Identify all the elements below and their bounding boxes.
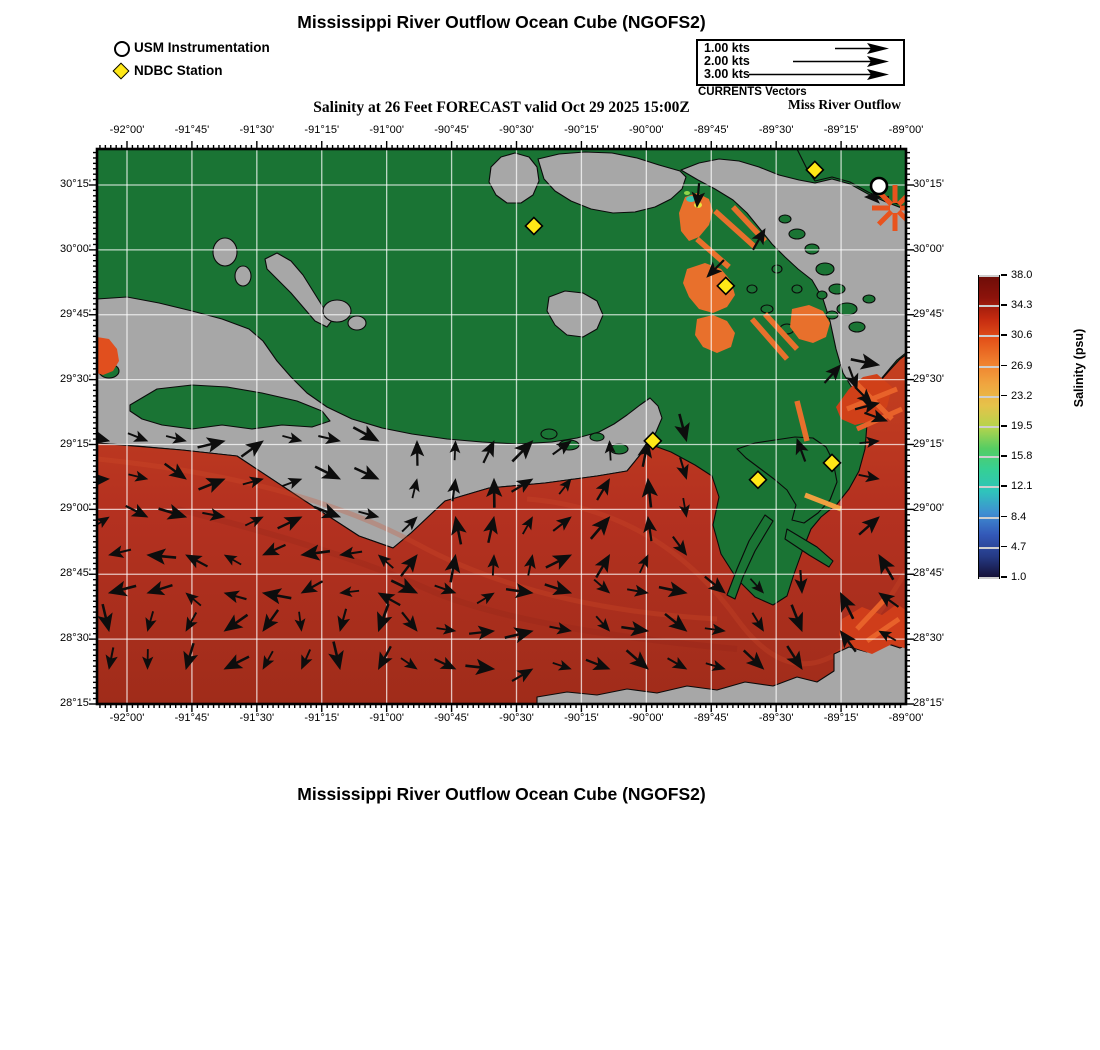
- marker-legend-label: NDBC Station: [134, 63, 223, 78]
- diamond-icon: [113, 62, 130, 79]
- lat-tick-label-left: 29°45': [60, 307, 91, 320]
- marsh-islet: [590, 433, 604, 441]
- lon-tick-label-bottom: -91°30': [239, 712, 275, 724]
- lat-tick-label-left: 28°15': [60, 697, 91, 709]
- lon-tick-label-top: -89°30': [758, 124, 794, 136]
- sound-islet: [837, 303, 857, 315]
- marker-legend-item: [112, 36, 270, 59]
- lon-tick-label-bottom: -89°45': [693, 712, 729, 724]
- lat-tick-label-right: 29°45': [913, 307, 944, 320]
- lon-tick-label-bottom: -90°00': [629, 712, 664, 724]
- marker-legend: [112, 36, 270, 82]
- colorbar-tick-label: 12.1: [1011, 480, 1033, 493]
- lat-tick-label-right: 28°30': [913, 632, 944, 645]
- colorbar-tick: [979, 275, 999, 277]
- lat-tick-label-left: 30°15': [60, 178, 91, 190]
- lon-tick-label-top: -89°00': [888, 124, 924, 136]
- colorbar-tick-label: 8.4: [1011, 510, 1027, 523]
- lat-tick-label-right: 30°15': [913, 178, 944, 190]
- lat-tick-label-right: 28°45': [913, 567, 944, 580]
- lon-tick-label-bottom: -91°15': [304, 712, 340, 724]
- lon-tick-label-top: -90°00': [629, 124, 664, 136]
- lon-tick-label-top: -90°45': [434, 124, 469, 136]
- colorbar-tick: [979, 335, 999, 337]
- page-title-bottom: Mississippi River Outflow Ocean Cube (NGOFS2): [297, 784, 706, 804]
- lon-tick-label-top: -91°30': [239, 124, 275, 136]
- lon-tick-label-top: -90°30': [499, 124, 534, 136]
- lat-tick-label-left: 30°00': [60, 242, 91, 255]
- colorbar-tick-label: 4.7: [1011, 540, 1027, 553]
- lon-tick-label-bottom: -89°00': [888, 712, 924, 724]
- lat-tick-label-left: 29°30': [60, 372, 91, 385]
- inland-lake: [235, 266, 251, 286]
- lon-tick-label-top: -91°45': [174, 124, 210, 136]
- lon-tick-label-bottom: -89°15': [823, 712, 859, 724]
- colorbar-tick-stub: [1001, 365, 1007, 367]
- vector-scale-arrow-icon: [735, 55, 895, 68]
- colorbar-tick-stub: [1001, 516, 1007, 518]
- lat-tick-label-left: 28°30': [60, 632, 91, 645]
- colorbar-tick: [979, 426, 999, 428]
- low-salinity-speck: [684, 191, 690, 195]
- colorbar-tick: [979, 456, 999, 458]
- region-label: Miss River Outflow: [788, 97, 901, 112]
- lat-tick-label-right: 28°15': [913, 697, 944, 709]
- sound-islet: [805, 244, 819, 254]
- colorbar-tick-label: 26.9: [1011, 359, 1033, 372]
- colorbar-tick-stub: [1001, 425, 1007, 427]
- colorbar-tick-label: 34.3: [1011, 299, 1033, 312]
- marker-legend-item: [112, 59, 270, 82]
- lon-tick-label-bottom: -90°45': [434, 712, 469, 724]
- colorbar-tick: [979, 547, 999, 549]
- colorbar-tick-stub: [1001, 304, 1007, 306]
- colorbar-tick: [979, 305, 999, 307]
- colorbar-tick-stub: [1001, 274, 1007, 276]
- colorbar-tick-stub: [1001, 455, 1007, 457]
- colorbar-tick-label: 23.2: [1011, 389, 1033, 402]
- vector-scale-row: [704, 68, 897, 81]
- sound-islet: [849, 322, 865, 332]
- vector-scale-caption: CURRENTS Vectors: [698, 86, 807, 98]
- colorbar-tick: [979, 396, 999, 398]
- colorbar-tick: [979, 486, 999, 488]
- lat-tick-label-left: 28°45': [60, 567, 91, 580]
- colorbar-tick: [979, 577, 999, 579]
- sound-islet: [761, 305, 773, 313]
- salinity-map: [85, 137, 918, 716]
- vector-scale-arrow-icon: [735, 68, 895, 81]
- inland-lake: [323, 300, 351, 322]
- colorbar-tick-label: 30.6: [1011, 329, 1033, 342]
- colorbar-tick-label: 15.8: [1011, 450, 1033, 463]
- page-title: Mississippi River Outflow Ocean Cube (NGOFS2): [297, 12, 706, 32]
- lon-tick-label-bottom: -90°15': [564, 712, 599, 724]
- usm-station-marker: [871, 178, 887, 194]
- sound-islet: [817, 291, 827, 299]
- lon-tick-label-top: -91°00': [369, 124, 404, 136]
- colorbar-tick-stub: [1001, 546, 1007, 548]
- vector-scale-label: 2.00 kts: [704, 54, 750, 68]
- colorbar: [978, 275, 1000, 579]
- colorbar-tick-label: 1.0: [1011, 571, 1027, 583]
- colorbar-tick: [979, 517, 999, 519]
- vector-scale-arrow-icon: [735, 42, 895, 55]
- lon-tick-label-bottom: -89°30': [758, 712, 794, 724]
- sound-islet: [816, 263, 834, 275]
- vector-scale-label: 3.00 kts: [704, 67, 750, 81]
- colorbar-tick-stub: [1001, 576, 1007, 578]
- lon-tick-label-top: -89°15': [823, 124, 859, 136]
- lat-tick-label-right: 29°00': [913, 502, 944, 515]
- colorbar-tick: [979, 366, 999, 368]
- inland-lake: [213, 238, 237, 266]
- sound-islet: [789, 229, 805, 239]
- lat-tick-label-right: 29°15': [913, 437, 944, 450]
- inland-lake: [348, 316, 366, 330]
- lon-tick-label-bottom: -92°00': [109, 712, 145, 724]
- sound-islet: [779, 215, 791, 223]
- sound-islet: [772, 265, 782, 273]
- lon-tick-label-top: -89°45': [693, 124, 729, 136]
- lon-tick-label-bottom: -91°00': [369, 712, 404, 724]
- colorbar-title: Salinity (psu): [1072, 328, 1086, 408]
- lat-tick-label-left: 29°15': [60, 437, 91, 450]
- lat-tick-label-left: 29°00': [60, 502, 91, 515]
- sound-islet: [792, 285, 802, 293]
- colorbar-tick-stub: [1001, 334, 1007, 336]
- colorbar-tick-stub: [1001, 395, 1007, 397]
- lat-tick-label-right: 29°30': [913, 372, 944, 385]
- lat-tick-label-right: 30°00': [913, 242, 944, 255]
- marsh-islet: [541, 429, 557, 439]
- lon-tick-label-top: -91°15': [304, 124, 340, 136]
- lon-tick-label-top: -90°15': [564, 124, 599, 136]
- colorbar-tick-label: 38.0: [1011, 269, 1033, 281]
- circle-icon: [114, 41, 130, 57]
- lon-tick-label-bottom: -90°30': [499, 712, 534, 724]
- vector-scale-label: 1.00 kts: [704, 41, 750, 55]
- sound-islet: [863, 295, 875, 303]
- vector-scale-box: [696, 39, 905, 86]
- colorbar-tick-label: 19.5: [1011, 420, 1033, 432]
- sound-islet: [747, 285, 757, 293]
- lon-tick-label-bottom: -91°45': [174, 712, 210, 724]
- lon-tick-label-top: -92°00': [109, 124, 145, 136]
- colorbar-tick-stub: [1001, 485, 1007, 487]
- marker-legend-label: USM Instrumentation: [134, 40, 270, 55]
- forecast-subtitle: Salinity at 26 Feet FORECAST valid Oct 29 2025 15:00Z: [313, 99, 690, 116]
- sound-islet: [829, 284, 845, 294]
